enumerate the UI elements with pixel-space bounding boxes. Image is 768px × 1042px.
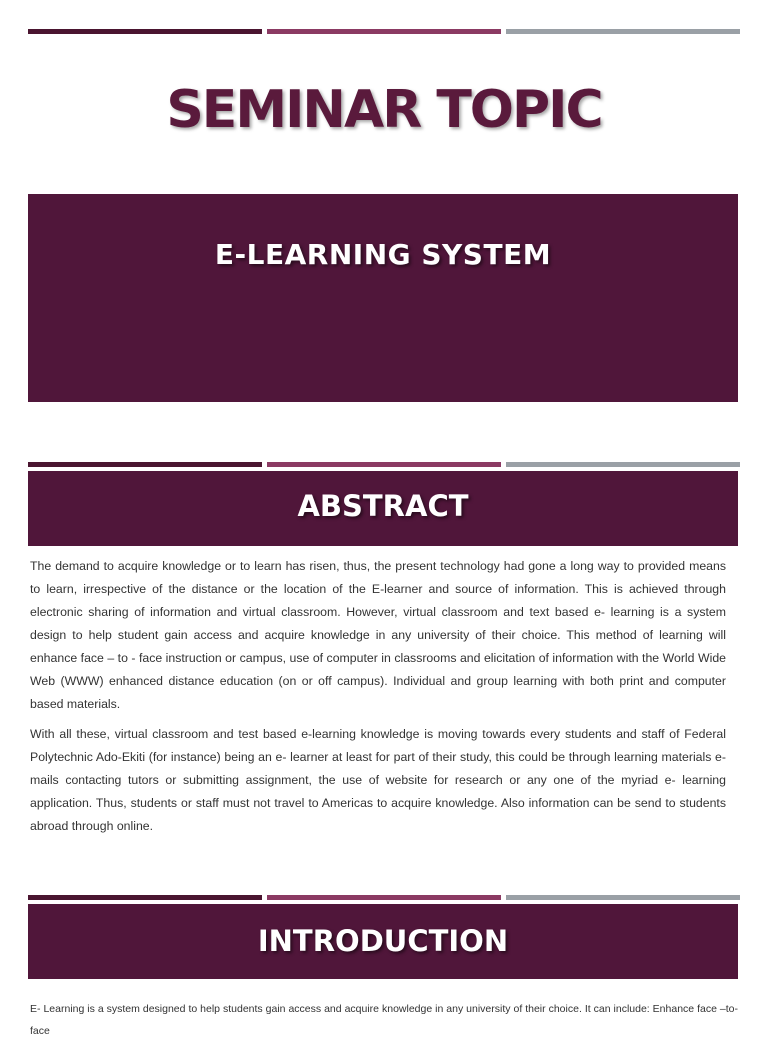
abstract-divider — [28, 462, 740, 467]
introduction-banner — [28, 904, 738, 979]
abstract-paragraph-2: With all these, virtual classroom and test based e-learning knowledge is moving towards every students and staff of Federal Polytechnic Ado-Ekiti (for instance) being an e- learner at least for part of their study, this could be through learning materials e- mails contacting tutors or submitting assignment, the use of website for research or any one of the myriad e- learning application. Thus, students or staff must not travel to Americas to acquire knowledge. Also information can be send to students abroad through online. — [30, 727, 726, 833]
introduction-heading: INTRODUCTION — [257, 924, 509, 958]
introduction-paragraph: E- Learning is a system designed to help students gain access and acquire knowledge in any university of their choice. It can include: Enhance face –to- face — [30, 1003, 738, 1037]
abstract-banner — [28, 471, 738, 546]
topic-banner — [28, 194, 738, 402]
abstract-heading: ABSTRACT — [297, 489, 469, 523]
introduction-divider — [28, 895, 740, 900]
top-divider — [28, 29, 740, 34]
page-title: SEMINAR TOPIC — [166, 80, 602, 140]
abstract-paragraph-1: The demand to acquire knowledge or to learn has risen, thus, the present technology had gone a long way to provided means to learn, irrespective of the distance or the location of the E-learner and source of information. This is achieved through electronic sharing of information and virtual classroom. However, virtual classroom and text based e- learning is a system design to help student gain access and acquire knowledge in any university of their choice. This method of learning will enhance face – to - face instruction or campus, use of computer in classrooms and elicitation of information with the World Wide Web (WWW) enhanced distance education (on or off campus). Individual and group learning with both print and computer based materials. — [30, 559, 726, 711]
topic-title: E-LEARNING SYSTEM — [214, 238, 552, 271]
